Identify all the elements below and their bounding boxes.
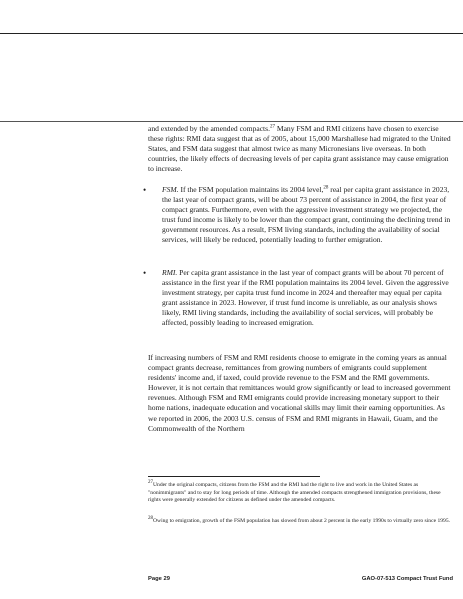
header-rule xyxy=(0,33,463,34)
footnote-rule xyxy=(148,476,320,477)
footnote-27: $^{27}$Under the original compacts, citizens from the FSM and the RMI had the right to live and work in the United States as "nonimmigrants" and to stay for long periods of time. Although the amended compacts strengthened immigration provisions, these rights were generally extended for citizens as defined under the amended compacts. xyxy=(148,480,441,504)
bullet-marker: • xyxy=(143,268,147,278)
bullet-fsm-lead: FSM. xyxy=(162,185,179,194)
bullet-fsm: FSM. If the FSM population maintains its 2004 level,$^{28}$ real per capita grant assistance in 2023, the last year of compact grants, will be about 73 percent of assistance in 2004, the first year of compact grants. Furthermore, even with the aggressive investment strategy we projected, the trust fund income is likely to be lower than the compact grant, continuing the declining trend in government resources. As a result, FSM living standards, including the availability of social services, will likely be reduced, potentially leading to further emigration. xyxy=(162,185,451,245)
footnote-ref-28[interactable]: 28 xyxy=(323,185,329,191)
page-number: Page 29 xyxy=(148,576,170,582)
footnote-number: 27 xyxy=(148,480,153,486)
footnote-ref-27[interactable]: 27 xyxy=(269,124,275,130)
bullet-rmi-lead: RMI. xyxy=(162,268,178,277)
report-id: GAO-07-513 Compact Trust Fund xyxy=(361,576,453,582)
body-paragraph: If increasing numbers of FSM and RMI residents choose to emigrate in the coming years as annual compact grants decrease, remittances from growing numbers of emigrants could supplement residents' income and, if taxed, could provide revenue to the FSM and the RMI governments. However, it is not certain that remittances would grow significantly or lead to increased government revenues. Although FSM and RMI emigrants could provide increasing monetary support to their home nations, inadequate education and vocational skills may limit their earning opportunities. As we reported in 2006, the 2003 U.S. census of FSM and RMI migrants in Hawaii, Guam, and the Commonwealth of the Northern xyxy=(148,353,451,433)
continuation-paragraph: and extended by the amended compacts.$^{27}$ Many FSM and RMI citizens have chosen to exercise these rights: RMI data suggest that as of 2005, about 15,000 Marshallese had migrated to the United States, and FSM data suggest that almost twice as many Micronesians live overseas. In both countries, the likely effects of decreasing levels of per capita grant assistance may cause emigration to increase. xyxy=(148,124,451,174)
footnote-number: 28 xyxy=(148,516,153,522)
bullet-marker: • xyxy=(143,185,147,195)
bullet-rmi: RMI. Per capita grant assistance in the last year of compact grants will be about 70 percent of assistance in the first year if the RMI population maintains its 2004 level. Given the aggressive investment strategy, per capita trust fund income in 2024 and thereafter may equal per capita grant assistance in 2023. However, if trust fund income is unreliable, as our analysis shows likely, RMI living standards, including the availability of social services, will probably be affected, possibly leading to increased emigration. xyxy=(162,268,449,328)
section-rule xyxy=(0,121,463,122)
footnote-28: $^{28}$Owing to emigration, growth of the FSM population has slowed from about 2 percent in the early 1990s to virtually zero since 1995. xyxy=(148,516,451,524)
